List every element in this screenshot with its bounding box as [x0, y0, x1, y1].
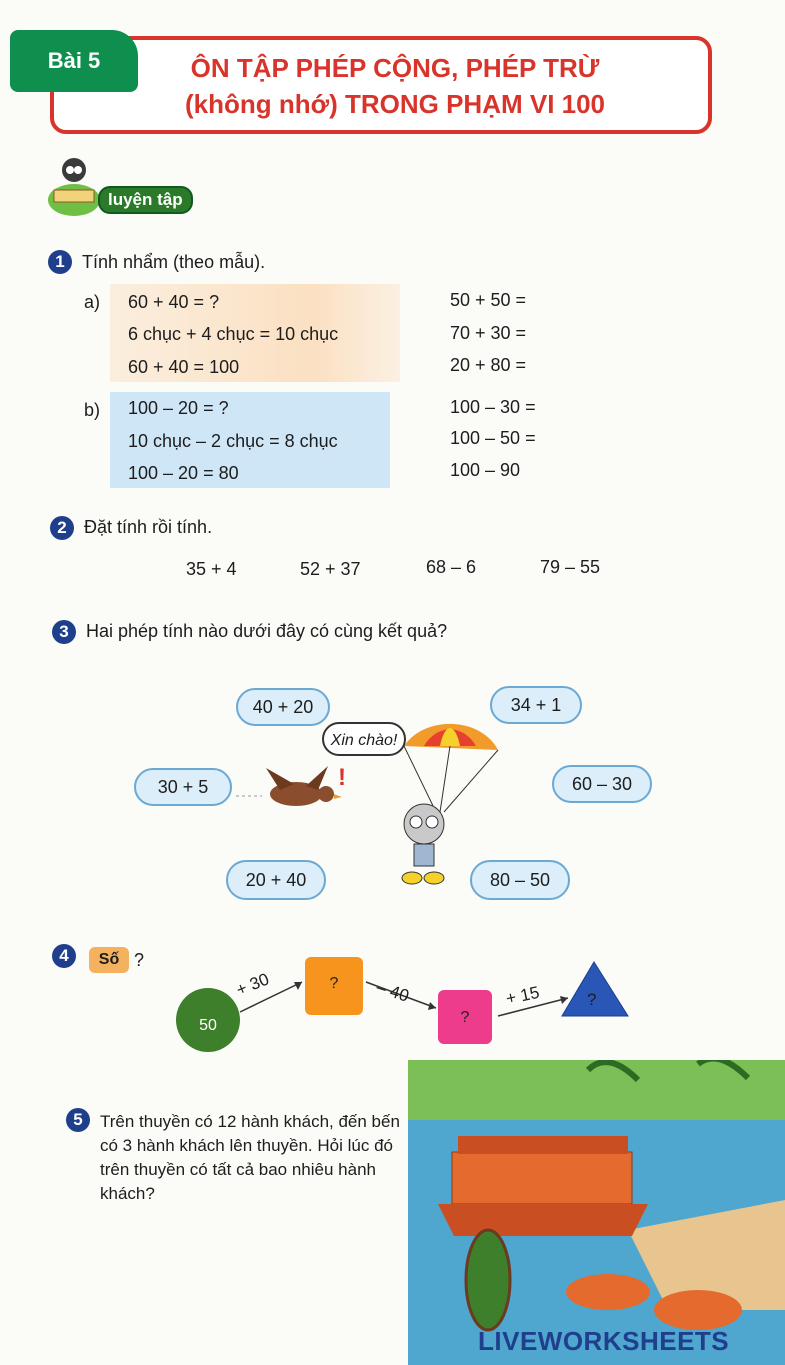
task-b[interactable]: 100 – 30 = — [450, 397, 536, 417]
operation-label: + 30 — [233, 969, 272, 1000]
answer-box-1[interactable]: ? — [305, 957, 363, 1015]
cloud-expression[interactable]: 80 – 50 — [470, 860, 570, 900]
answer-box-2[interactable]: ? — [438, 990, 492, 1044]
exercise-number-5: 5 — [66, 1108, 90, 1132]
operation-label: + 15 — [504, 982, 542, 1009]
exercise-number-4: 4 — [52, 944, 76, 968]
lesson-badge: Bài 5 — [10, 30, 138, 92]
river-boat-illustration — [408, 1060, 785, 1365]
example-b-line: 10 chục – 2 chục = 8 chục — [128, 431, 338, 451]
so-badge: Số — [89, 947, 129, 973]
task-a[interactable]: 50 + 50 = — [450, 290, 527, 310]
calc-item[interactable]: 52 + 37 — [300, 559, 361, 579]
exercise2-prompt: Đặt tính rồi tính. — [84, 517, 213, 537]
task-b[interactable]: 100 – 90 — [450, 460, 521, 480]
example-b-line: 100 – 20 = ? — [128, 398, 229, 418]
task-a[interactable]: 70 + 30 = — [450, 323, 527, 343]
bird-icon — [236, 762, 354, 814]
exercise1-prompt: Tính nhẩm (theo mẫu). — [82, 252, 266, 272]
calc-item[interactable]: 68 – 6 — [426, 557, 477, 577]
calc-item[interactable]: 79 – 55 — [540, 557, 601, 577]
calc-item[interactable]: 35 + 4 — [186, 559, 237, 579]
cloud-expression[interactable]: 34 + 1 — [490, 686, 582, 724]
section-label: luyện tập — [98, 186, 193, 214]
word-problem: Trên thuyền có 12 hành khách, đến bến có 3 hành khách lên thuyền. Hỏi lúc đó trên thuyền có tất cả bao nhiêu hành khách? — [100, 1112, 400, 1203]
exercise-number-3: 3 — [52, 620, 76, 644]
cloud-expression[interactable]: 20 + 40 — [226, 860, 326, 900]
start-node: 50 — [176, 988, 240, 1052]
example-b-line: 100 – 20 = 80 — [128, 463, 239, 483]
part-b-label: b) — [84, 400, 101, 420]
answer-box-3[interactable]: ? — [587, 990, 597, 1009]
question-mark: ? — [134, 950, 145, 970]
task-b[interactable]: 100 – 50 = — [450, 428, 536, 448]
page-title — [80, 50, 710, 122]
example-a-line: 6 chục + 4 chục = 10 chục — [128, 324, 339, 344]
exercise3-prompt: Hai phép tính nào dưới đây có cùng kết quả? — [86, 621, 448, 641]
cloud-expression[interactable]: 30 + 5 — [134, 768, 232, 806]
exclamation-mark: ! — [338, 764, 346, 791]
cloud-expression[interactable]: 40 + 20 — [236, 688, 330, 726]
example-a-line: 60 + 40 = 100 — [128, 357, 240, 377]
operation-label: – 40 — [374, 977, 412, 1006]
exercise-number-2: 2 — [50, 516, 74, 540]
title-line-2: (không nhớ) TRONG PHẠM VI 100 — [184, 89, 606, 119]
speech-bubble: Xin chào! — [322, 722, 406, 756]
title-line-1: ÔN TẬP PHÉP CỘNG, PHÉP TRỪ — [190, 53, 600, 83]
cloud-expression[interactable]: 60 – 30 — [552, 765, 652, 803]
example-a-line: 60 + 40 = ? — [128, 292, 220, 312]
part-a-label: a) — [84, 292, 101, 312]
book-robot-icon — [44, 150, 104, 218]
exercise-number-1: 1 — [48, 250, 72, 274]
task-a[interactable]: 20 + 80 = — [450, 355, 527, 375]
watermark: LIVEWORKSHEETS — [478, 1326, 730, 1356]
